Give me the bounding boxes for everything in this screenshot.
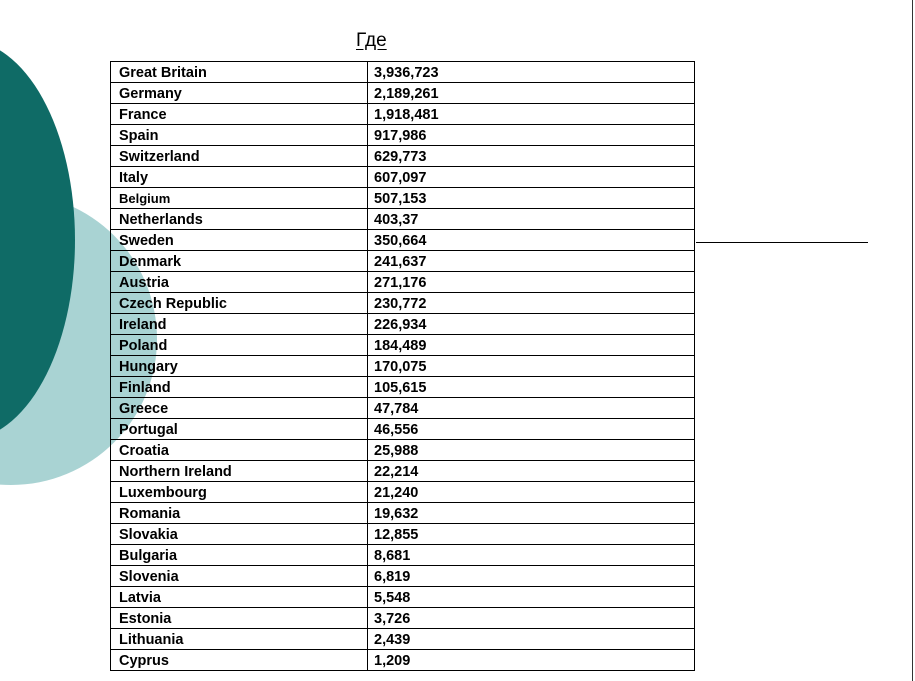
table-row: [111, 587, 695, 608]
value-cell: 5,548: [368, 587, 695, 608]
value-cell: 917,986: [368, 125, 695, 146]
country-cell: Greece: [111, 398, 368, 419]
country-cell: Great Britain: [111, 62, 368, 83]
country-cell: Denmark: [111, 251, 368, 272]
value-cell: 12,855: [368, 524, 695, 545]
country-cell: Slovakia: [111, 524, 368, 545]
country-cell: Italy: [111, 167, 368, 188]
country-cell: Slovenia: [111, 566, 368, 587]
country-cell: Portugal: [111, 419, 368, 440]
value-cell: 241,637: [368, 251, 695, 272]
slide-title: Где: [356, 30, 387, 51]
table-row: [111, 230, 695, 251]
country-cell: Northern Ireland: [111, 461, 368, 482]
country-table-body: [111, 62, 695, 671]
value-cell: 607,097: [368, 167, 695, 188]
table-row: [111, 62, 695, 83]
table-row: [111, 503, 695, 524]
country-cell: Sweden: [111, 230, 368, 251]
table-row: [111, 650, 695, 671]
value-cell: 22,214: [368, 461, 695, 482]
country-cell: Ireland: [111, 314, 368, 335]
table-row: [111, 209, 695, 230]
slide-right-border: [912, 0, 913, 681]
table-row: [111, 83, 695, 104]
table-row: [111, 482, 695, 503]
country-cell: Hungary: [111, 356, 368, 377]
value-cell: 507,153: [368, 188, 695, 209]
table-row: [111, 524, 695, 545]
table-row: [111, 356, 695, 377]
country-cell: Estonia: [111, 608, 368, 629]
table-row: [111, 629, 695, 650]
value-cell: 1,209: [368, 650, 695, 671]
table-row: [111, 125, 695, 146]
country-cell: Romania: [111, 503, 368, 524]
value-cell: 184,489: [368, 335, 695, 356]
country-cell: Netherlands: [111, 209, 368, 230]
country-cell: Austria: [111, 272, 368, 293]
country-cell: Poland: [111, 335, 368, 356]
country-cell: Finland: [111, 377, 368, 398]
table-row: [111, 272, 695, 293]
country-cell: France: [111, 104, 368, 125]
value-cell: 230,772: [368, 293, 695, 314]
value-cell: 170,075: [368, 356, 695, 377]
table-row: [111, 146, 695, 167]
table-row: [111, 251, 695, 272]
value-cell: 6,819: [368, 566, 695, 587]
table-row: [111, 419, 695, 440]
country-cell: Lithuania: [111, 629, 368, 650]
country-cell: Germany: [111, 83, 368, 104]
country-cell: Bulgaria: [111, 545, 368, 566]
value-cell: 403,37: [368, 209, 695, 230]
value-cell: 8,681: [368, 545, 695, 566]
value-cell: 1,918,481: [368, 104, 695, 125]
value-cell: 226,934: [368, 314, 695, 335]
table-row: [111, 608, 695, 629]
table-row: [111, 545, 695, 566]
value-cell: 350,664: [368, 230, 695, 251]
country-cell: Belgium: [111, 188, 368, 209]
value-cell: 105,615: [368, 377, 695, 398]
table-row: [111, 188, 695, 209]
table-row: [111, 377, 695, 398]
value-cell: 2,439: [368, 629, 695, 650]
table-row: [111, 104, 695, 125]
value-cell: 271,176: [368, 272, 695, 293]
table-row: [111, 335, 695, 356]
country-cell: Switzerland: [111, 146, 368, 167]
table-row: [111, 398, 695, 419]
value-cell: 47,784: [368, 398, 695, 419]
table-row: [111, 293, 695, 314]
value-cell: 629,773: [368, 146, 695, 167]
table-row: [111, 167, 695, 188]
table-row: [111, 440, 695, 461]
value-cell: 2,189,261: [368, 83, 695, 104]
country-cell: Czech Republic: [111, 293, 368, 314]
country-cell: Luxembourg: [111, 482, 368, 503]
country-cell: Latvia: [111, 587, 368, 608]
value-cell: 21,240: [368, 482, 695, 503]
value-cell: 19,632: [368, 503, 695, 524]
horizontal-rule: [696, 242, 868, 243]
value-cell: 25,988: [368, 440, 695, 461]
value-cell: 3,936,723: [368, 62, 695, 83]
country-table: [110, 61, 695, 671]
country-cell: Croatia: [111, 440, 368, 461]
country-cell: Cyprus: [111, 650, 368, 671]
country-cell: Spain: [111, 125, 368, 146]
value-cell: 3,726: [368, 608, 695, 629]
value-cell: 46,556: [368, 419, 695, 440]
table-row: [111, 461, 695, 482]
table-row: [111, 314, 695, 335]
table-row: [111, 566, 695, 587]
